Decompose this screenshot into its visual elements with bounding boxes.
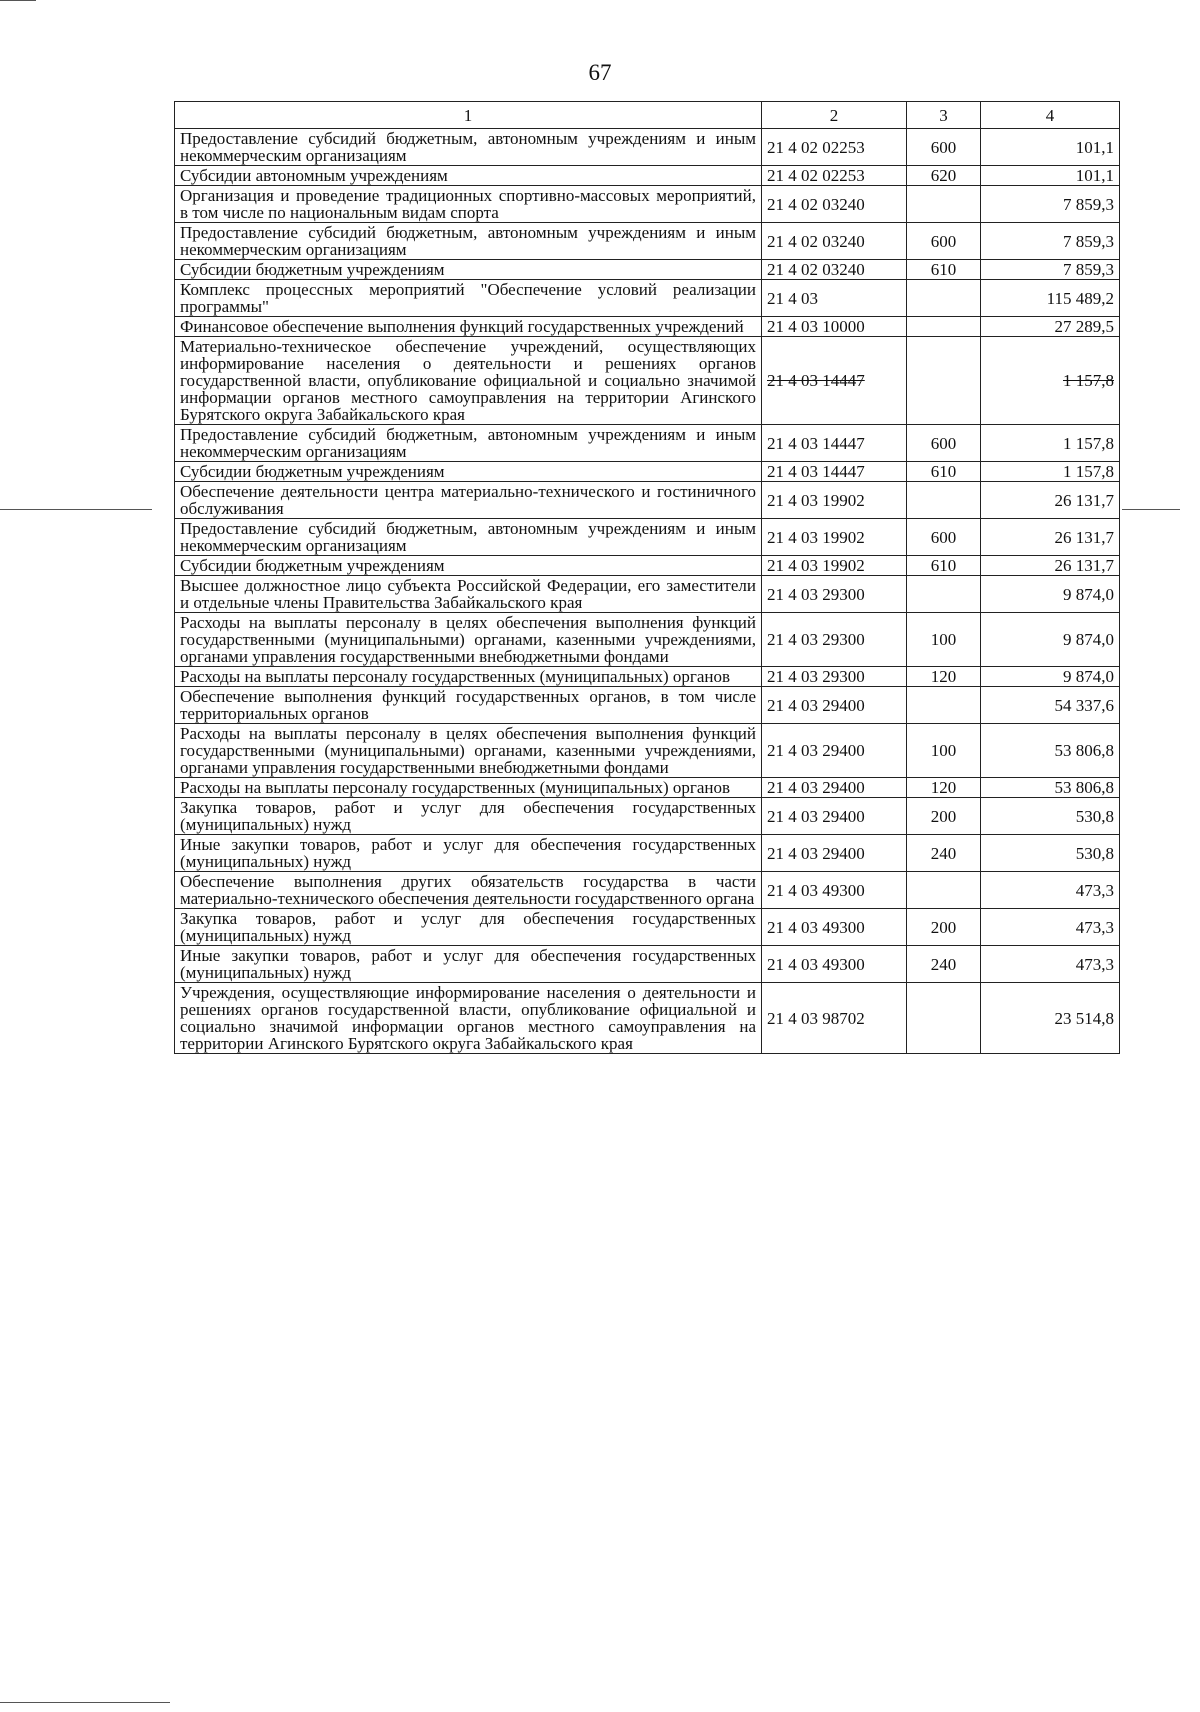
row-description: Расходы на выплаты персоналу в целях обеспечения выполнения функций государственными (муниципальными) органами, казенными учреждениями, органами управления государственными внебюджетными фондами (175, 724, 762, 778)
row-code (762, 519, 907, 556)
row-description: Иные закупки товаров, работ и услуг для обеспечения государственных (муниципальных) нужд (175, 946, 762, 983)
row-amount-text: 9 874,0 (1063, 667, 1114, 686)
table-row (175, 835, 1120, 872)
table-row (175, 260, 1120, 280)
row-code (762, 576, 907, 613)
scan-artifact-line (0, 509, 152, 510)
budget-table (174, 101, 1120, 1054)
row-code-text: 21 4 03 14447 (767, 462, 865, 481)
header-cell: 1 (175, 102, 762, 129)
table-row (175, 462, 1120, 482)
row-amount-text: 54 337,6 (1054, 695, 1114, 715)
row-expense-type: 610 (907, 556, 981, 576)
row-code-text: 21 4 03 49300 (767, 954, 865, 974)
row-description: Субсидии бюджетным учреждениям (175, 462, 762, 482)
table-row (175, 223, 1120, 260)
row-code-text: 21 4 02 02253 (767, 137, 865, 157)
row-amount (981, 983, 1120, 1054)
row-amount (981, 576, 1120, 613)
row-amount-text: 473,3 (1075, 917, 1114, 937)
row-code-text: 21 4 02 03240 (767, 260, 865, 279)
row-code (762, 260, 907, 280)
row-code (762, 337, 907, 425)
table-row (175, 337, 1120, 425)
row-amount-text: 1 157,8 (1063, 462, 1114, 481)
table-row (175, 778, 1120, 798)
row-code (762, 872, 907, 909)
row-expense-type (907, 482, 981, 519)
row-expense-type (907, 280, 981, 317)
row-amount-text: 23 514,8 (1054, 1008, 1114, 1028)
row-description: Расходы на выплаты персоналу в целях обеспечения выполнения функций государственными (муниципальными) органами, казенными учреждениями, органами управления государственными внебюджетными фондами (175, 613, 762, 667)
row-description: Расходы на выплаты персоналу государственных (муниципальных) органов (175, 778, 762, 798)
row-description: Предоставление субсидий бюджетным, автономным учреждениям и иным некоммерческим организациям (175, 425, 762, 462)
row-amount-text: 53 806,8 (1054, 778, 1114, 797)
row-code (762, 983, 907, 1054)
row-code (762, 909, 907, 946)
row-description: Финансовое обеспечение выполнения функций государственных учреждений (175, 317, 762, 337)
scan-artifact-line (0, 1702, 170, 1703)
row-expense-type: 600 (907, 425, 981, 462)
row-code (762, 687, 907, 724)
row-expense-type: 610 (907, 462, 981, 482)
scan-artifact-line (1122, 509, 1180, 510)
row-amount-text: 27 289,5 (1054, 317, 1114, 336)
row-code (762, 798, 907, 835)
table-row (175, 687, 1120, 724)
row-code (762, 317, 907, 337)
row-code (762, 946, 907, 983)
row-description: Субсидии бюджетным учреждениям (175, 260, 762, 280)
table-row (175, 280, 1120, 317)
row-amount (981, 223, 1120, 260)
row-description: Комплекс процессных мероприятий "Обеспечение условий реализации программы" (175, 280, 762, 317)
row-code-text: 21 4 03 14447 (767, 433, 865, 453)
row-code-text: 21 4 03 29300 (767, 630, 865, 649)
row-code (762, 166, 907, 186)
row-code (762, 129, 907, 166)
row-amount (981, 482, 1120, 519)
row-description: Предоставление субсидий бюджетным, автономным учреждениям и иным некоммерческим организациям (175, 129, 762, 166)
row-expense-type: 620 (907, 166, 981, 186)
row-expense-type: 100 (907, 613, 981, 667)
row-code-text: 21 4 03 29300 (767, 667, 865, 686)
table-row (175, 317, 1120, 337)
row-code (762, 778, 907, 798)
table-body (175, 129, 1120, 1054)
row-expense-type: 200 (907, 909, 981, 946)
row-amount (981, 519, 1120, 556)
row-amount-text: 7 859,3 (1063, 231, 1114, 251)
header-row (175, 102, 1120, 129)
row-amount (981, 260, 1120, 280)
table-row (175, 613, 1120, 667)
row-code-text: 21 4 02 02253 (767, 166, 865, 185)
row-amount (981, 724, 1120, 778)
row-expense-type: 600 (907, 519, 981, 556)
row-amount (981, 556, 1120, 576)
row-amount-text: 115 489,2 (1046, 288, 1114, 308)
row-amount-text: 101,1 (1075, 137, 1114, 157)
row-amount (981, 872, 1120, 909)
row-amount (981, 425, 1120, 462)
row-code-text: 21 4 03 19902 (767, 490, 865, 510)
row-amount-text: 7 859,3 (1063, 194, 1114, 214)
row-code-text: 21 4 03 49300 (767, 880, 865, 900)
row-code-text: 21 4 03 29300 (767, 584, 865, 604)
table-row (175, 667, 1120, 687)
row-amount (981, 166, 1120, 186)
row-amount-text: 530,8 (1075, 806, 1114, 826)
page-number: 67 (588, 60, 612, 85)
row-description: Предоставление субсидий бюджетным, автономным учреждениям и иным некоммерческим организациям (175, 519, 762, 556)
row-code-text: 21 4 03 29400 (767, 741, 865, 760)
row-amount-text: 1 157,8 (1063, 371, 1114, 390)
row-amount (981, 317, 1120, 337)
row-amount (981, 613, 1120, 667)
table-row (175, 482, 1120, 519)
table-row (175, 425, 1120, 462)
row-expense-type (907, 983, 981, 1054)
row-expense-type: 120 (907, 778, 981, 798)
table-row (175, 166, 1120, 186)
table-row (175, 129, 1120, 166)
table-row (175, 576, 1120, 613)
table-row (175, 909, 1120, 946)
row-expense-type: 100 (907, 724, 981, 778)
row-code (762, 462, 907, 482)
row-amount (981, 778, 1120, 798)
row-expense-type: 600 (907, 223, 981, 260)
table-row (175, 724, 1120, 778)
row-code-text: 21 4 03 19902 (767, 527, 865, 547)
table-row (175, 798, 1120, 835)
row-amount (981, 462, 1120, 482)
row-description: Материально-техническое обеспечение учреждений, осуществляющих информирование населения о деятельности и решениях органов государственной власти, опубликование официальной и социально значимой информации органов местного самоуправления на территории Агинского Бурятского округа Забайкальского края (175, 337, 762, 425)
table-row (175, 946, 1120, 983)
header-cell: 2 (762, 102, 907, 129)
row-amount-text: 9 874,0 (1063, 630, 1114, 649)
row-expense-type (907, 872, 981, 909)
row-amount-text: 26 131,7 (1054, 490, 1114, 510)
row-code-text: 21 4 03 14447 (767, 371, 865, 390)
row-description: Субсидии бюджетным учреждениям (175, 556, 762, 576)
row-code-text: 21 4 03 29400 (767, 806, 865, 826)
row-code-text: 21 4 03 49300 (767, 917, 865, 937)
row-amount (981, 946, 1120, 983)
row-description: Расходы на выплаты персоналу государственных (муниципальных) органов (175, 667, 762, 687)
row-expense-type: 120 (907, 667, 981, 687)
row-amount-text: 9 874,0 (1063, 584, 1114, 604)
row-description: Обеспечение деятельности центра материально-технического и гостиничного обслуживания (175, 482, 762, 519)
row-amount-text: 101,1 (1075, 166, 1114, 185)
row-amount-text: 473,3 (1075, 880, 1114, 900)
table-row (175, 872, 1120, 909)
row-expense-type: 200 (907, 798, 981, 835)
row-amount (981, 798, 1120, 835)
row-amount (981, 667, 1120, 687)
row-code (762, 667, 907, 687)
row-code (762, 425, 907, 462)
row-amount-text: 26 131,7 (1054, 556, 1114, 575)
row-code (762, 556, 907, 576)
row-expense-type: 240 (907, 946, 981, 983)
row-code-text: 21 4 03 29400 (767, 778, 865, 797)
row-amount (981, 129, 1120, 166)
table-row (175, 186, 1120, 223)
row-description: Субсидии автономным учреждениям (175, 166, 762, 186)
row-description: Обеспечение выполнения функций государственных органов, в том числе территориальных органов (175, 687, 762, 724)
row-description: Организация и проведение традиционных спортивно-массовых мероприятий, в том числе по национальным видам спорта (175, 186, 762, 223)
row-expense-type (907, 576, 981, 613)
row-expense-type: 610 (907, 260, 981, 280)
row-expense-type: 600 (907, 129, 981, 166)
row-description: Предоставление субсидий бюджетным, автономным учреждениям и иным некоммерческим организациям (175, 223, 762, 260)
row-amount-text: 26 131,7 (1054, 527, 1114, 547)
scan-artifact-line (0, 0, 36, 1)
row-code-text: 21 4 03 29400 (767, 695, 865, 715)
row-code-text: 21 4 03 29400 (767, 843, 865, 863)
row-amount-text: 530,8 (1075, 843, 1114, 863)
row-code (762, 724, 907, 778)
row-code (762, 186, 907, 223)
row-description: Обеспечение выполнения других обязательств государства в части материально-технического обеспечения деятельности государственного органа (175, 872, 762, 909)
row-code-text: 21 4 03 (767, 288, 818, 308)
row-expense-type: 240 (907, 835, 981, 872)
row-description: Высшее должностное лицо субъекта Российской Федерации, его заместители и отдельные члены Правительства Забайкальского края (175, 576, 762, 613)
row-code-text: 21 4 03 19902 (767, 556, 865, 575)
row-amount (981, 835, 1120, 872)
row-description: Закупка товаров, работ и услуг для обеспечения государственных (муниципальных) нужд (175, 798, 762, 835)
row-code (762, 613, 907, 667)
row-code-text: 21 4 03 10000 (767, 317, 865, 336)
row-expense-type (907, 317, 981, 337)
table-row (175, 983, 1120, 1054)
row-code (762, 223, 907, 260)
row-code (762, 835, 907, 872)
row-description: Закупка товаров, работ и услуг для обеспечения государственных (муниципальных) нужд (175, 909, 762, 946)
table-row (175, 519, 1120, 556)
row-amount-text: 7 859,3 (1063, 260, 1114, 279)
row-code-text: 21 4 02 03240 (767, 194, 865, 214)
header-cell: 4 (981, 102, 1120, 129)
row-amount (981, 186, 1120, 223)
row-expense-type (907, 687, 981, 724)
row-expense-type (907, 186, 981, 223)
row-code-text: 21 4 03 98702 (767, 1008, 865, 1028)
row-description: Иные закупки товаров, работ и услуг для обеспечения государственных (муниципальных) нужд (175, 835, 762, 872)
row-amount (981, 687, 1120, 724)
row-amount (981, 280, 1120, 317)
row-amount-text: 473,3 (1075, 954, 1114, 974)
row-expense-type (907, 337, 981, 425)
row-amount (981, 909, 1120, 946)
row-amount (981, 337, 1120, 425)
row-code (762, 280, 907, 317)
row-amount-text: 53 806,8 (1054, 741, 1114, 760)
row-code (762, 482, 907, 519)
row-description: Учреждения, осуществляющие информирование населения о деятельности и решениях органов государственной власти, опубликование официальной и социально значимой информации органов местного самоуправления на территории Агинского Бурятского округа Забайкальского края (175, 983, 762, 1054)
table-row (175, 556, 1120, 576)
row-code-text: 21 4 02 03240 (767, 231, 865, 251)
row-amount-text: 1 157,8 (1063, 433, 1114, 453)
header-cell: 3 (907, 102, 981, 129)
